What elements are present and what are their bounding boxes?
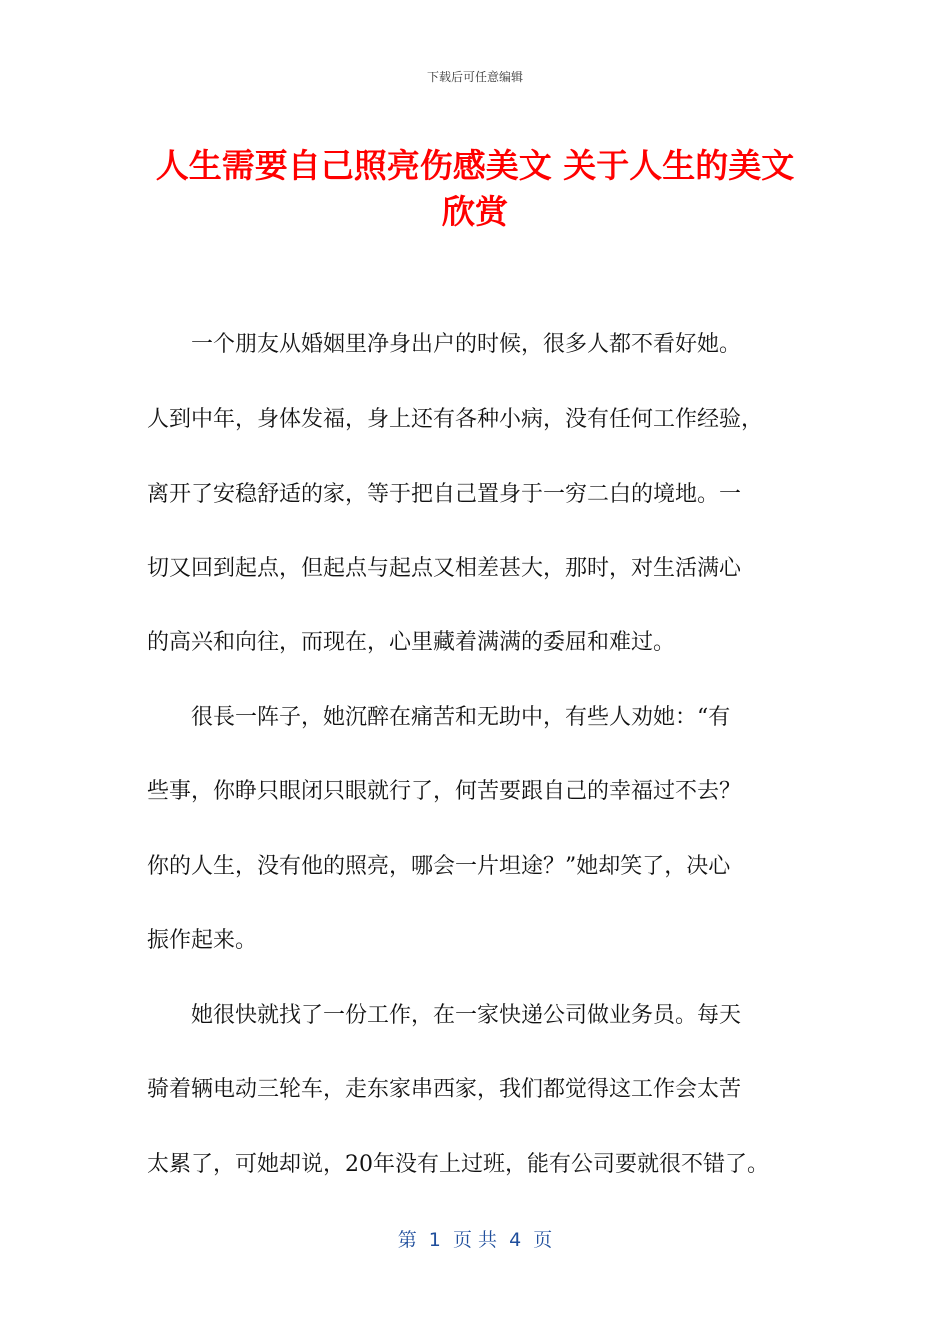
body-line: 你的人生，没有他的照亮，哪会一片坦途？”她却笑了，决心 — [147, 854, 731, 879]
body-line: 振作起来。 — [147, 928, 258, 953]
page-number-footer: 第 1 页 共 4 页 — [397, 1229, 553, 1251]
body-line: 人到中年，身体发福，身上还有各种小病，没有任何工作经验， — [147, 407, 764, 432]
body-line: 太累了，可她却说，20年没有上过班，能有公司要就很不错了。 — [147, 1152, 769, 1177]
body-line: 骑着辆电动三轮车，走东家串西家，我们都觉得这工作会太苦 — [147, 1077, 742, 1102]
document-title — [110, 143, 840, 235]
body-line: 些事，你睁只眼闭只眼就行了，何苦要跟自己的幸福过不去？ — [147, 779, 742, 804]
body-line: 她很快就找了一份工作，在一家快递公司做业务员。每天 — [147, 1003, 742, 1028]
body-line: 的高兴和向往，而现在，心里藏着满满的委屈和难过。 — [147, 630, 676, 655]
body-line: 切又回到起点，但起点与起点又相差甚大，那时，对生活满心 — [147, 556, 742, 581]
title-line-1: 人生需要自己照亮伤感美文 关于人生的美文 — [155, 146, 795, 185]
body-line: 一个朋友从婚姻里净身出户的时候，很多人都不看好她。 — [147, 332, 742, 357]
body-line: 很長一阵子，她沉醉在痛苦和无助中，有些人劝她：“有 — [147, 705, 731, 730]
header-note: 下载后可任意编辑 — [426, 70, 523, 84]
body-line: 离开了安稳舒适的家，等于把自己置身于一穷二白的境地。一 — [147, 482, 742, 507]
title-line-2: 欣赏 — [442, 192, 508, 231]
